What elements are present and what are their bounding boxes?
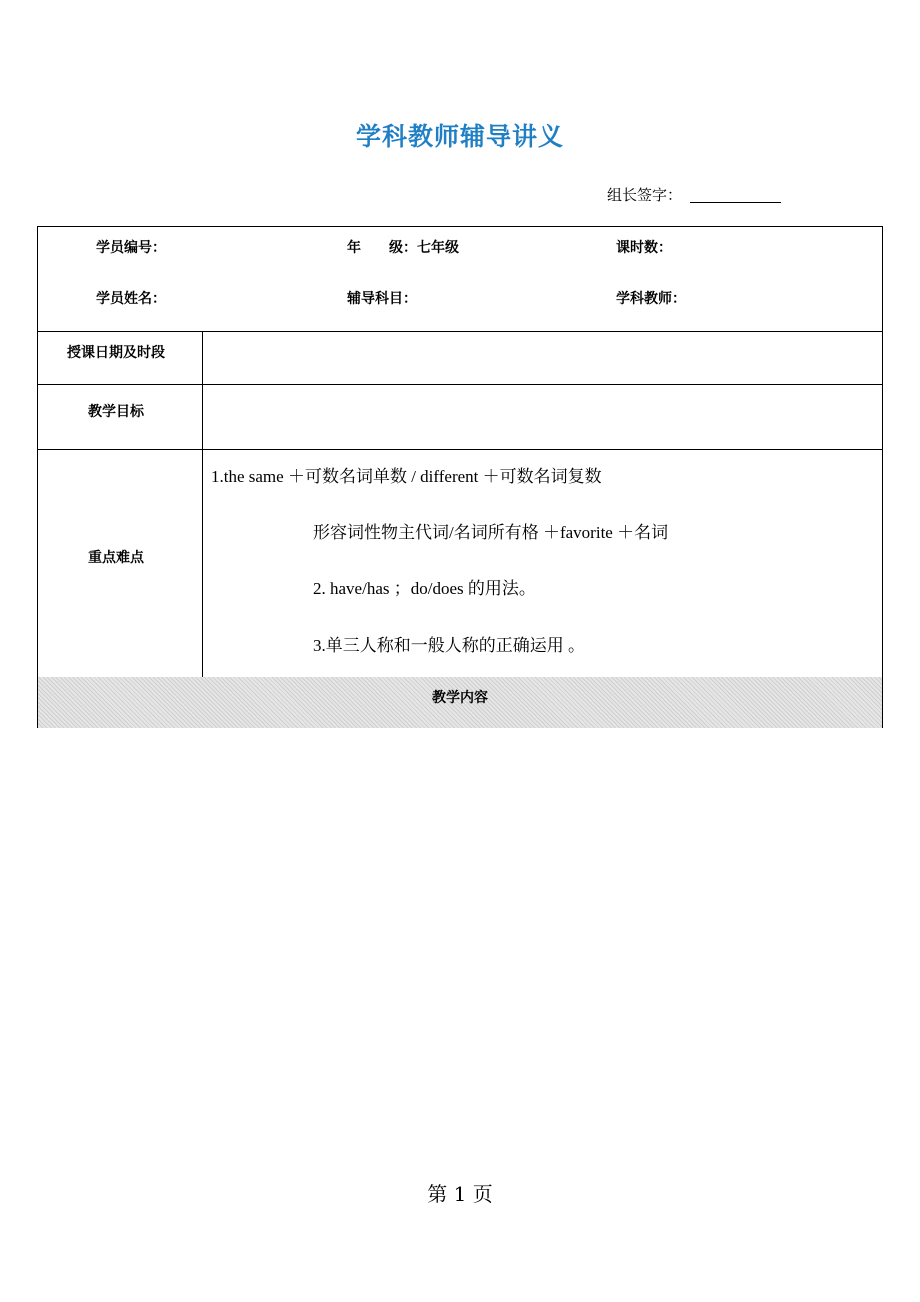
student-id-label: 学员编号： xyxy=(96,240,166,256)
lesson-date-label: 授课日期及时段 xyxy=(67,345,165,361)
student-name-label: 学员姓名： xyxy=(96,291,166,307)
row-divider xyxy=(38,331,882,332)
teaching-goal-label: 教学目标 xyxy=(88,404,144,420)
keypoint-line: 3.单三人称和一般人称的正确运用 。 xyxy=(313,636,585,655)
subject-teacher-label: 学科教师： xyxy=(616,291,686,307)
page-number: 第 1 页 xyxy=(427,1182,493,1206)
subject-label: 辅导科目： xyxy=(347,291,417,307)
keypoint-line: 1.the same ＋可数名词单数 / different ＋可数名词复数 xyxy=(211,467,602,486)
column-divider xyxy=(202,331,203,677)
grade-label: 年 级：七年级 xyxy=(347,240,459,256)
class-hours-label: 课时数： xyxy=(616,240,672,256)
group-leader-signature-label: 组长签字： xyxy=(607,186,683,204)
document-title: 学科教师辅导讲义 xyxy=(355,122,564,151)
row-divider xyxy=(38,449,882,450)
key-difficulties-label: 重点难点 xyxy=(88,550,144,566)
teaching-content-label: 教学内容 xyxy=(432,690,488,706)
keypoint-line: 形容词性物主代词/名词所有格 ＋favorite ＋名词 xyxy=(313,523,669,542)
signature-line xyxy=(690,202,781,203)
row-divider xyxy=(38,384,882,385)
lesson-info-table xyxy=(37,226,883,728)
teaching-content-header xyxy=(38,677,882,728)
keypoint-line: 2. have/has ；do/does 的用法。 xyxy=(313,579,536,598)
